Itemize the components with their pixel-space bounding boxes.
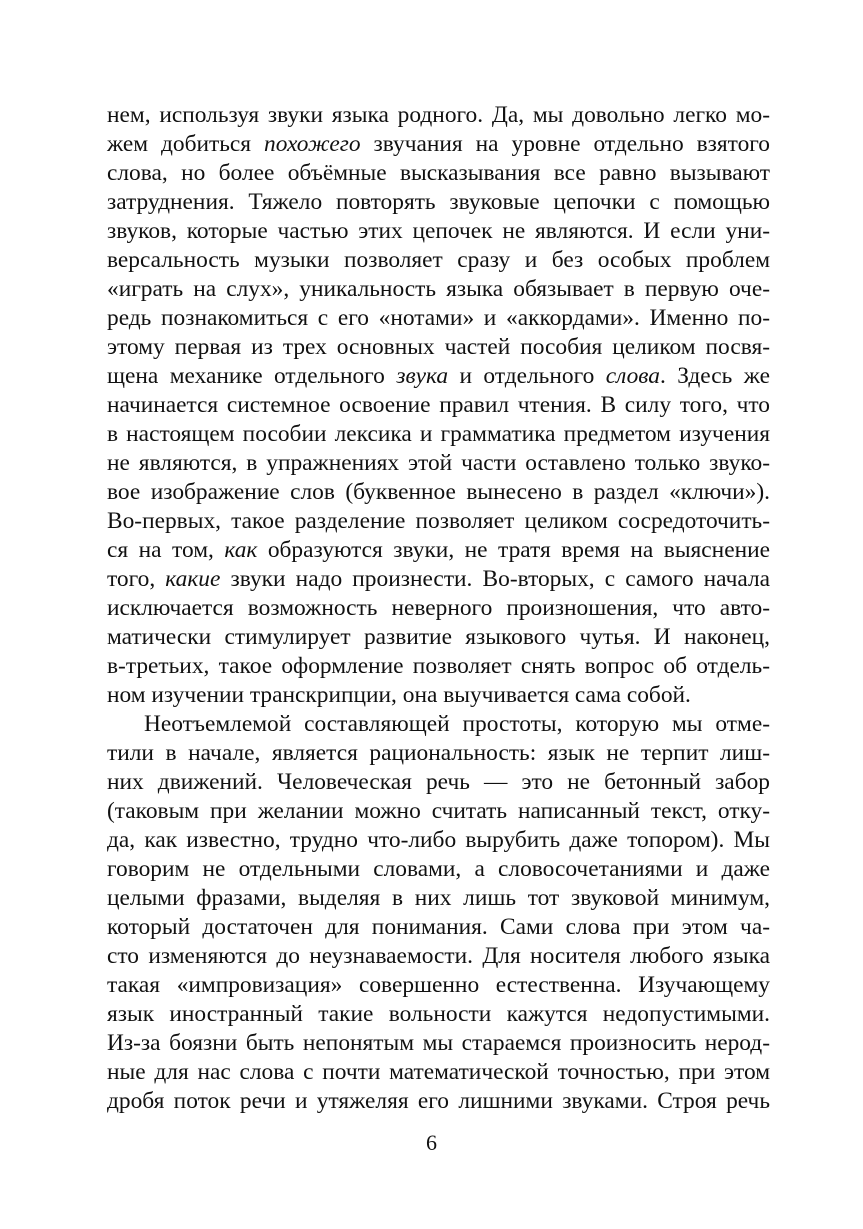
body-text — [107, 101, 770, 1116]
text-line: ном изучении транскрипции, она выучивается сама собой. — [107, 682, 691, 708]
emphasis: звука — [396, 363, 449, 389]
emphasis: как — [224, 537, 258, 563]
text-line: щена механике отдельного звука и отдельного слова. Здесь же — [107, 363, 770, 389]
text-line: такая «импровизация» совершенно естественна. Изучающему — [107, 972, 770, 998]
text-line: не являются, в упражнениях этой части оставлено только звуко- — [107, 450, 770, 476]
text-line: (таковым при желании можно считать написанный текст, отку- — [107, 798, 770, 824]
text-line: слова, но более объёмные высказывания все равно вызывают — [107, 160, 770, 186]
text-line: дробя поток речи и утяжеляя его лишними звуками. Строя речь — [107, 1088, 770, 1114]
text-line: этому первая из трех основных частей пособия целиком посвя- — [107, 334, 770, 360]
text-line: сто изменяются до неузнаваемости. Для носителя любого языка — [107, 943, 770, 969]
text-line: который достаточен для понимания. Сами слова при этом ча- — [107, 914, 770, 940]
text-line: Из-за боязни быть непонятым мы стараемся произносить нерод- — [107, 1030, 770, 1056]
text-line: начинается системное освоение правил чтения. В силу того, что — [107, 392, 770, 418]
text-line: в настоящем пособии лексика и грамматика предметом изучения — [107, 421, 770, 447]
page-number: 6 — [426, 1130, 437, 1155]
text-line: язык иностранный такие вольности кажутся недопустимыми. — [107, 1001, 770, 1027]
text-line: затруднения. Тяжело повторять звуковые цепочки с помощью — [107, 189, 770, 215]
text-line: ся на том, как образуются звуки, не тратя время на выяснение — [107, 537, 770, 563]
text-line: Во-первых, такое разделение позволяет целиком сосредоточить- — [107, 508, 770, 534]
text-line: «играть на слух», уникальность языка обязывает в первую оче- — [107, 276, 770, 302]
text-line: редь познакомиться с его «нотами» и «аккордами». Именно по- — [107, 305, 770, 331]
text-line: нем, используя звуки языка родного. Да, мы довольно легко мо- — [107, 102, 770, 128]
emphasis: похожего — [264, 131, 361, 157]
text-line: жем добиться похожего звучания на уровне отдельно взятого — [107, 131, 770, 157]
text-line: говорим не отдельными словами, а словосочетаниями и даже — [107, 856, 770, 882]
text-line: Неотъемлемой составляющей простоты, которую мы отме- — [144, 711, 770, 737]
emphasis: слова — [605, 363, 660, 389]
text-line: ные для нас слова с почти математической точностью, при этом — [107, 1059, 770, 1085]
text-line: тили в начале, является рациональность: язык не терпит лиш- — [107, 740, 770, 766]
text-line: звуков, которые частью этих цепочек не являются. И если уни- — [107, 218, 770, 244]
text-line: вое изображение слов (буквенное вынесено в раздел «ключи»). — [107, 479, 770, 505]
text-line: версальность музыки позволяет сразу и без особых проблем — [107, 247, 770, 273]
text-line: да, как известно, трудно что-либо вырубить даже топором). Мы — [107, 827, 770, 853]
text-line: них движений. Человеческая речь — это не бетонный забор — [107, 769, 770, 795]
text-line: целыми фразами, выделяя в них лишь тот звуковой минимум, — [107, 885, 770, 911]
text-line: матически стимулирует развитие языкового чутья. И наконец, — [107, 624, 770, 650]
text-line: в-третьих, такое оформление позволяет снять вопрос об отдель- — [107, 653, 770, 679]
text-line: исключается возможность неверного произношения, что авто- — [107, 595, 770, 621]
text-line: того, какие звуки надо произнести. Во-вторых, с самого начала — [107, 566, 770, 592]
emphasis: какие — [165, 566, 221, 592]
